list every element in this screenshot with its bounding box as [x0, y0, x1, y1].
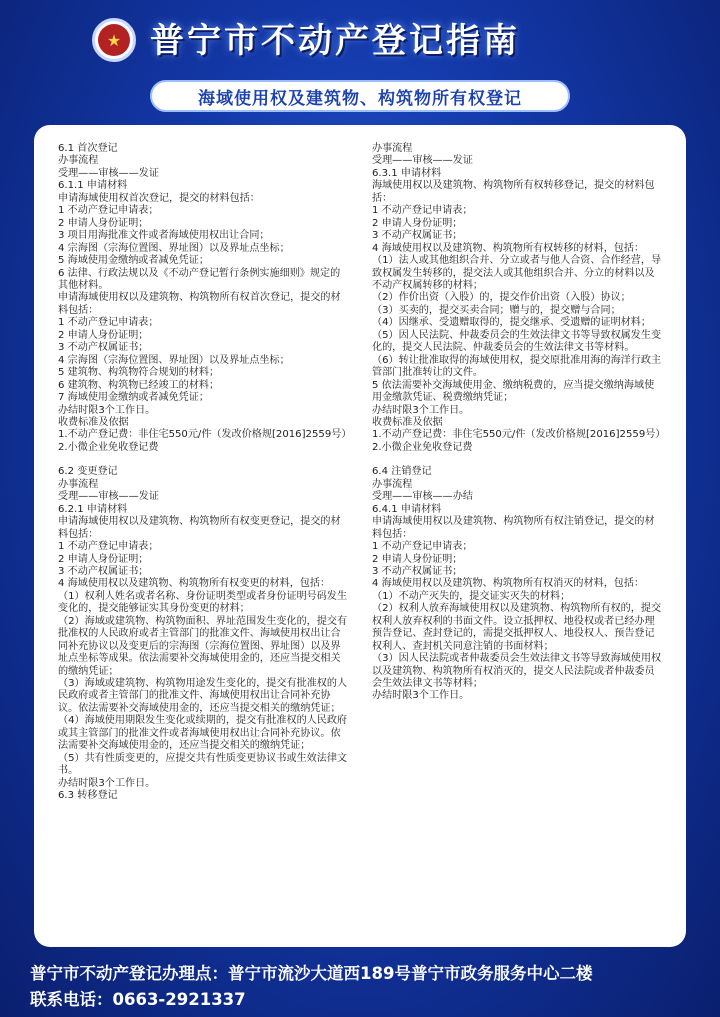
page-title: 普宁市不动产登记指南	[150, 21, 520, 61]
text-line: 6.4.1 申请材料	[372, 503, 442, 515]
text-line: 6.4 注销登记	[372, 466, 432, 478]
text-line: 6.1.1 申请材料	[58, 180, 128, 192]
text-line: 受理——审核——发证	[58, 491, 159, 503]
left-column	[58, 143, 350, 803]
text-line: 6.2.1 申请材料	[58, 503, 128, 515]
subtitle-banner: 海域使用权及建筑物、构筑物所有权登记	[150, 80, 570, 112]
text-line: 办事流程	[58, 155, 99, 167]
header	[0, 0, 720, 82]
text-line: 1.不动产登记费：非住宅550元/件（发改价格规[2016]2559号）	[372, 429, 666, 441]
text-line: 5 建筑物、构筑物符合规划的材料；	[58, 367, 220, 379]
text-line: 2 申请人身份证明；	[58, 553, 149, 565]
text-line: 4 宗海图（宗海位置图、界址图）以及界址点坐标；	[58, 242, 290, 254]
text-line: 7 海域使用金缴纳或者减免凭证；	[58, 392, 209, 404]
text-line: 2.小微企业免收登记费	[58, 441, 159, 453]
logo	[92, 18, 136, 62]
text-line: 4 宗海图（宗海位置图、界址图）以及界址点坐标；	[58, 354, 290, 366]
text-line: （1）法人或其他组织合并、分立或者与他人合资、合作经营，导致权属发生转移的，提交法人或其他组织合并、分立的材料以及不动产权属转移的材料；	[372, 255, 662, 291]
text-line: 申请海域使用权以及建筑物、构筑物所有权注销登记，提交的材料包括：	[372, 516, 655, 540]
text-line: 2.小微企业免收登记费	[372, 441, 473, 453]
text-line: 4 海域使用权以及建筑物、构筑物所有权转移的材料，包括：	[372, 242, 645, 254]
text-line: 受理——审核——办结	[372, 491, 473, 503]
text-line: 6.2 变更登记	[58, 466, 118, 478]
text-line: 办结时限3个工作日。	[58, 777, 156, 789]
text-line: 办结时限3个工作日。	[372, 404, 470, 416]
right-column	[372, 143, 664, 703]
text-line: （5）因人民法院、仲裁委员会的生效法律文书等导致权属发生变化的，提交人民法院、仲裁委员会的生效法律文书等材料。	[372, 329, 662, 354]
text-line: 收费标准及依据	[372, 416, 443, 428]
text-line: 5 依法需要补交海域使用金、缴纳税费的，应当提交缴纳海域使用金缴款凭证、税费缴纳凭证；	[372, 379, 655, 404]
spacer	[372, 454, 664, 466]
text-line: 办事流程	[58, 478, 99, 490]
text-line: 2 申请人身份证明；	[372, 217, 463, 229]
text-line: （4）因继承、受遗赠取得的，提交继承、受遗赠的证明材料；	[372, 317, 651, 329]
text-line: 4 海域使用权以及建筑物、构筑物所有权变更的材料，包括：	[58, 578, 331, 590]
text-line: 3 不动产权属证书；	[372, 230, 463, 242]
text-line: 3 不动产权属证书；	[372, 565, 463, 577]
text-line: 申请海域使用权以及建筑物、构筑物所有权首次登记，提交的材料包括：	[58, 292, 341, 316]
text-line: 1 不动产登记申请表；	[58, 205, 159, 217]
spacer	[58, 454, 350, 466]
text-line: （3）海域或建筑物、构筑物用途发生变化的，提交有批准权的人民政府或者主管部门的批准文件、海域使用权出让合同补充协议。依法需要补交海域使用金的，还应当提交相关的缴纳凭证；	[58, 678, 348, 714]
text-line: （4）海域使用期限发生变化或续期的，提交有批准权的人民政府或其主管部门的批准文件或者海域使用权出让合同补充协议。依法需要补交海域使用金的，还应当提交相关的缴纳凭证；	[58, 715, 348, 752]
text-line: 4 海域使用权以及建筑物、构筑物所有权消灭的材料，包括：	[372, 578, 645, 590]
footer-phone: 联系电话：0663-2921337	[30, 990, 246, 1009]
text-line: （3）买卖的，提交买卖合同；赠与的，提交赠与合同；	[372, 304, 621, 316]
text-line: 6.3.1 申请材料	[372, 167, 442, 179]
text-line: 1 不动产登记申请表；	[58, 541, 159, 553]
text-line: 6.3 转移登记	[58, 790, 118, 802]
text-line: 1 不动产登记申请表；	[372, 205, 473, 217]
text-line: 办结时限3个工作日。	[58, 404, 156, 416]
text-line: 5 海域使用金缴纳或者减免凭证；	[58, 255, 209, 267]
text-line: （2）权利人放弃海域使用权以及建筑物、构筑物所有权的，提交权利人放弃权利的书面文件。设立抵押权、地役权或者已经办理预告登记、查封登记的，需提交抵押权人、地役权人、预告登记权利人、查封机关同意注销的书面材料；	[372, 603, 662, 652]
text-line: 2 申请人身份证明；	[58, 329, 149, 341]
registration-emblem-icon: ★	[98, 24, 130, 56]
text-line: 申请海域使用权以及建筑物、构筑物所有权变更登记，提交的材料包括：	[58, 516, 341, 540]
text-line: 6 法律、行政法规以及《不动产登记暂行条例实施细则》规定的其他材料。	[58, 267, 341, 291]
text-line: （5）共有性质变更的，应提交共有性质变更协议书或生效法律文书。	[58, 752, 348, 777]
text-line: 3 项目用海批准文件或者海域使用权出让合同；	[58, 230, 270, 242]
text-line: 办结时限3个工作日。	[372, 690, 470, 702]
text-line: 受理——审核——发证	[58, 167, 159, 179]
text-line: 1.不动产登记费：非住宅550元/件（发改价格规[2016]2559号）	[58, 429, 352, 441]
text-line: 办事流程	[372, 478, 413, 490]
text-line: （3）因人民法院或者仲裁委员会生效法律文书等导致海域使用权以及建筑物、构筑物所有权消灭的，提交人民法院或者仲裁委员会生效法律文书等材料；	[372, 653, 662, 690]
content-card	[34, 125, 686, 947]
text-line: 收费标准及依据	[58, 416, 129, 428]
text-line: （2）海域或建筑物、构筑物面积、界址范围发生变化的，提交有批准权的人民政府或者主管部门的批准文件、海域使用权出让合同补充协议以及变更后的宗海图（宗海位置图、界址图）以及界址点坐标等成果。依法需要补交海域使用金的，还应当提交相关的缴纳凭证；	[58, 615, 348, 677]
text-line: 3 不动产权属证书；	[58, 565, 149, 577]
text-line: 2 申请人身份证明；	[58, 217, 149, 229]
text-line: 办事流程	[372, 143, 413, 154]
text-line: （6）转让批准取得的海域使用权，提交原批准用海的海洋行政主管部门批准转让的文件。	[372, 354, 662, 379]
text-line: 1 不动产登记申请表；	[372, 541, 473, 553]
text-line: 3 不动产权属证书；	[58, 342, 149, 354]
text-line: 6 建筑物、构筑物已经竣工的材料；	[58, 379, 220, 391]
text-line: 1 不动产登记申请表；	[58, 317, 159, 329]
text-line: （2）作价出资（入股）的，提交作价出资（入股）协议；	[372, 292, 631, 304]
text-line: 海域使用权以及建筑物、构筑物所有权转移登记，提交的材料包括：	[372, 180, 655, 204]
text-line: 受理——审核——发证	[372, 155, 473, 167]
text-line: 2 申请人身份证明；	[372, 553, 463, 565]
text-line: （1）不动产灭失的，提交证实灭失的材料；	[372, 590, 571, 602]
text-line: （1）权利人姓名或者名称、身份证明类型或者身份证明号码发生变化的，提交能够证实其身份变更的材料；	[58, 590, 348, 615]
footer-address: 普宁市不动产登记办理点：普宁市流沙大道西189号普宁市政务服务中心二楼	[30, 964, 593, 983]
text-line: 申请海域使用权首次登记，提交的材料包括：	[58, 192, 260, 204]
text-line: 6.1 首次登记	[58, 143, 118, 154]
